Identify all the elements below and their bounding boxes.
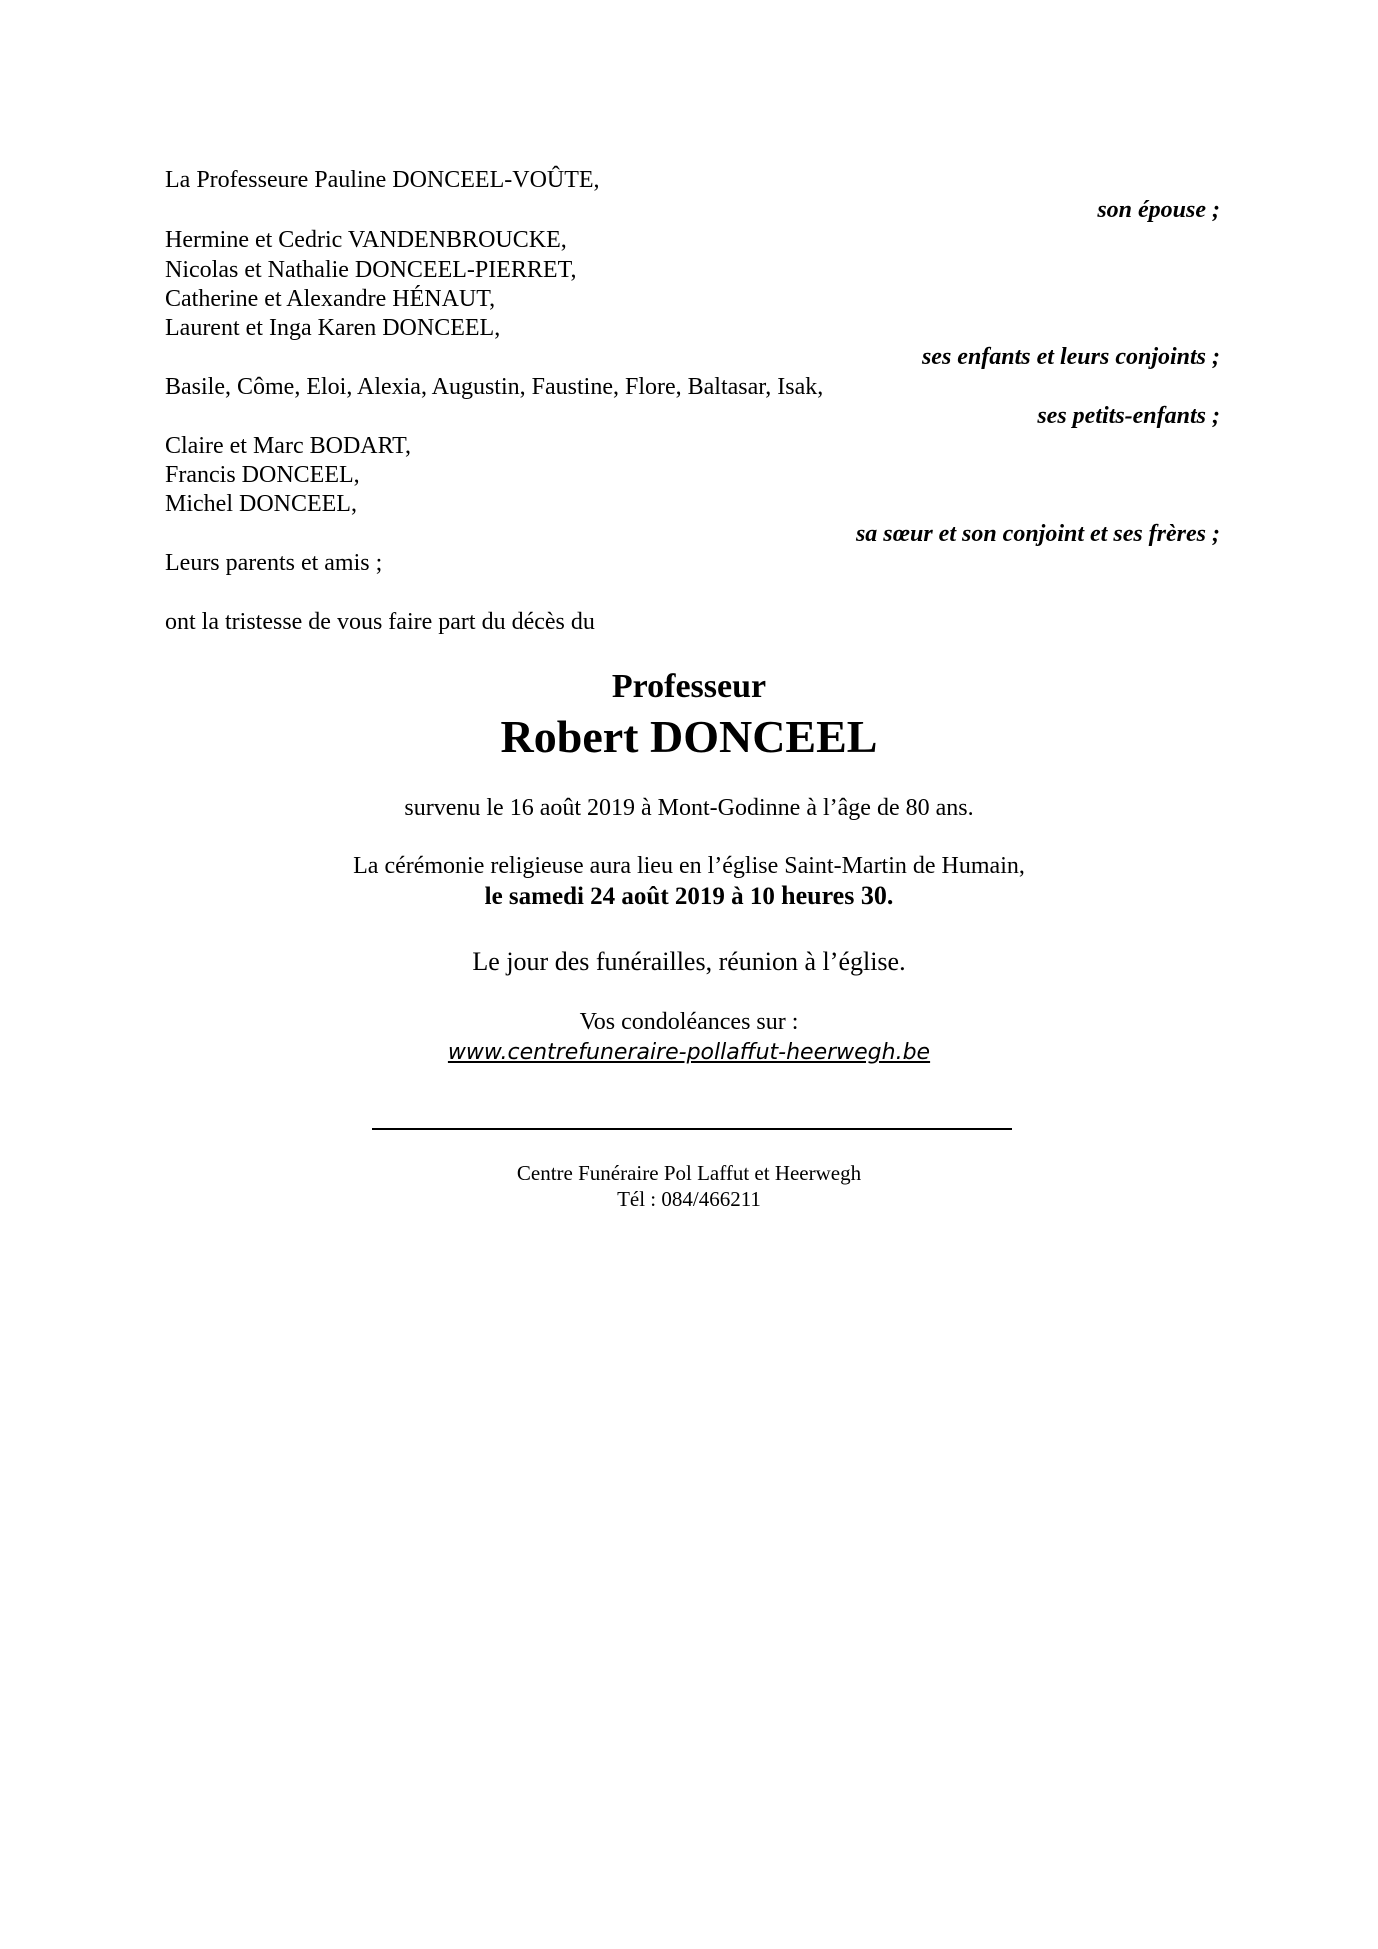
condolences-link[interactable]: www.centrefuneraire-pollaffut-heerwegh.be bbox=[447, 1040, 931, 1065]
announcement-text: ont la tristesse de vous faire part du décès du bbox=[165, 609, 595, 635]
gathering-info: Le jour des funérailles, réunion à l’église. bbox=[472, 947, 906, 976]
funeral-home-name: Centre Funéraire Pol Laffut et Heerwegh bbox=[516, 1161, 862, 1185]
ceremony-date bbox=[0, 881, 1378, 912]
grandchildren-list: Basile, Côme, Eloi, Alexia, Augustin, Faustine, Flore, Baltasar, Isak, bbox=[165, 374, 824, 400]
child-line: Laurent et Inga Karen DONCEEL, bbox=[165, 315, 501, 341]
funeral-home-phone: Tél : 084/466211 bbox=[617, 1187, 761, 1211]
child-line: Nicolas et Nathalie DONCEEL-PIERRET, bbox=[165, 257, 577, 283]
sibling-line: Claire et Marc BODART, bbox=[165, 433, 412, 459]
children-role: ses enfants et leurs conjoints ; bbox=[921, 344, 1220, 370]
death-info: survenu le 16 août 2019 à Mont-Godinne à l’âge de 80 ans. bbox=[404, 795, 974, 821]
child-line: Catherine et Alexandre HÉNAUT, bbox=[165, 286, 496, 312]
sibling-line: Michel DONCEEL, bbox=[165, 491, 357, 517]
child-line: Hermine et Cedric VANDENBROUCKE, bbox=[165, 227, 567, 253]
deceased-name: Robert DONCEEL bbox=[500, 711, 878, 762]
siblings-role: sa sœur et son conjoint et ses frères ; bbox=[855, 521, 1220, 547]
ceremony-date-part: le samedi 24 août 2019 à 10 bbox=[484, 883, 782, 910]
grandchildren-role: ses petits-enfants ; bbox=[1037, 403, 1220, 429]
spouse-name: La Professeure Pauline DONCEEL-VOÛTE, bbox=[165, 167, 600, 193]
divider-line bbox=[372, 1128, 1012, 1130]
ceremony-time-part: heures 30. bbox=[781, 881, 894, 910]
deceased-title: Professeur bbox=[611, 668, 767, 705]
ceremony-line: La cérémonie religieuse aura lieu en l’église Saint-Martin de Humain, bbox=[353, 853, 1025, 879]
condolences-label: Vos condoléances sur : bbox=[579, 1009, 799, 1035]
sibling-line: Francis DONCEEL, bbox=[165, 462, 360, 488]
others-line: Leurs parents et amis ; bbox=[165, 550, 383, 576]
spouse-role: son épouse ; bbox=[1097, 197, 1220, 223]
condolences-link-wrap bbox=[0, 1037, 1378, 1068]
